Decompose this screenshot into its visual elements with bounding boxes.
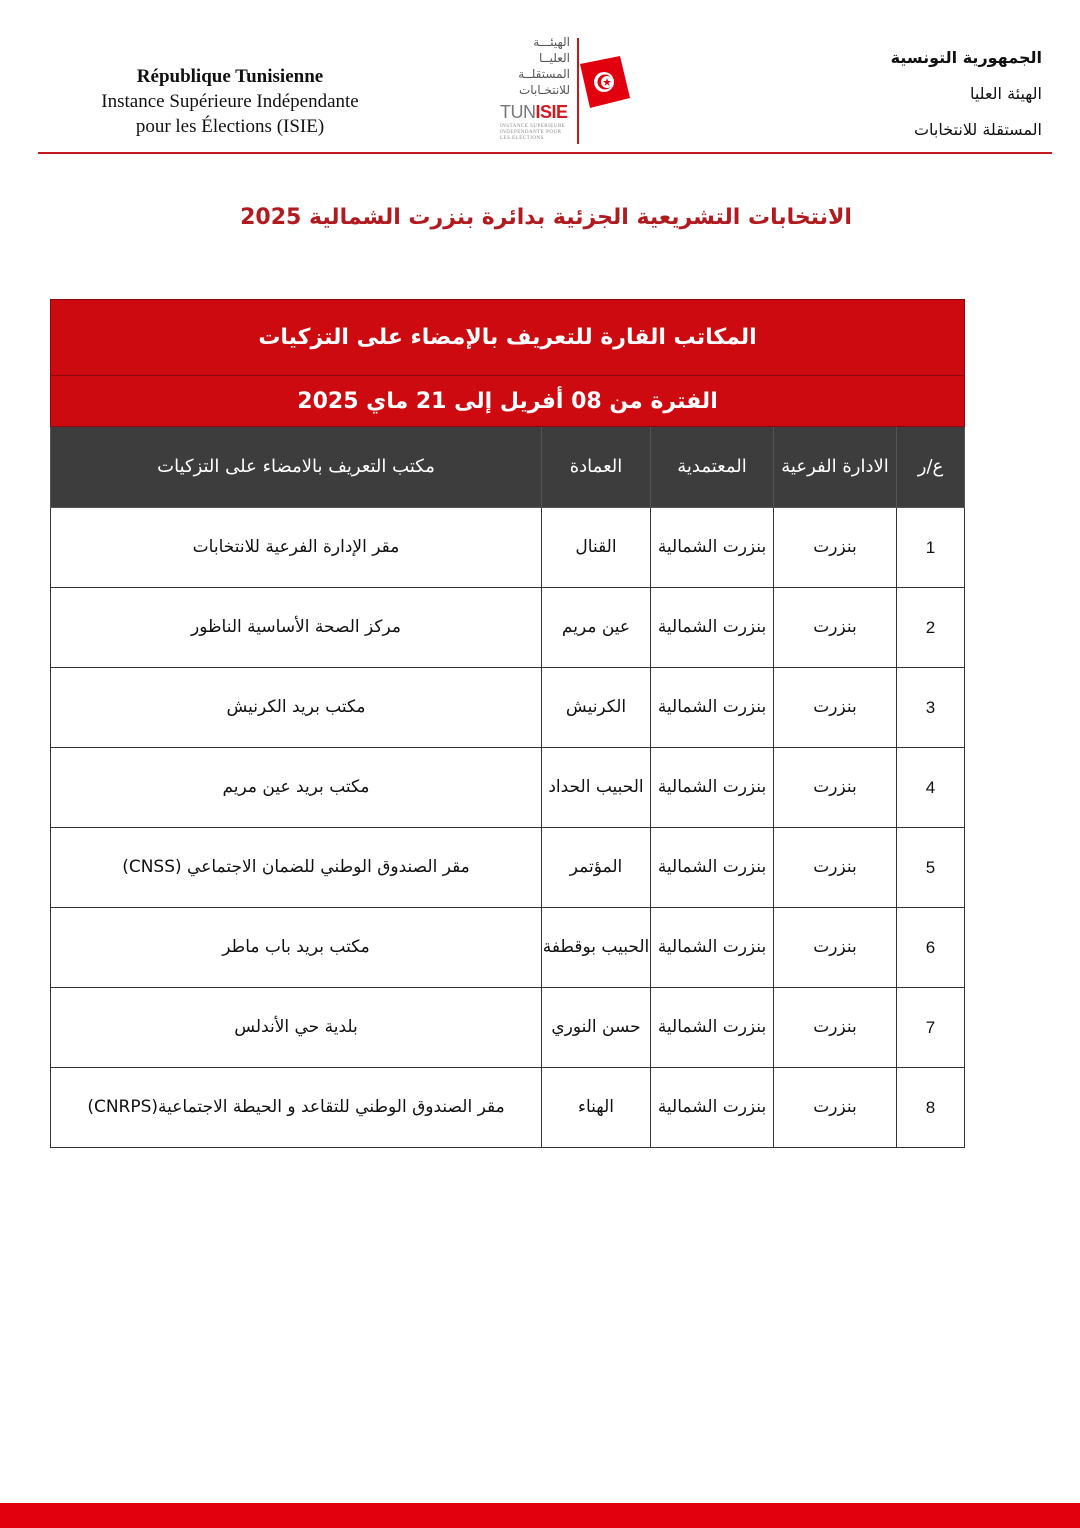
cell-admin: بنزرت bbox=[774, 908, 897, 988]
cell-delegation: بنزرت الشمالية bbox=[651, 1068, 774, 1148]
header-num: ع/ر bbox=[897, 427, 965, 508]
table-row bbox=[51, 508, 965, 588]
logo-arabic-text bbox=[500, 34, 570, 98]
cell-admin: بنزرت bbox=[774, 988, 897, 1068]
cell-sector: عين مريم bbox=[542, 588, 651, 668]
fr-header-line1: République Tunisienne bbox=[136, 66, 324, 87]
logo-brand-isie: ISIE bbox=[535, 102, 568, 122]
table-banner-title: المكاتب القارة للتعريف بالإمضاء على التزكيات bbox=[51, 300, 965, 376]
table-banner-period-row bbox=[51, 376, 965, 427]
logo-ar-line4: للانتخـابات bbox=[519, 83, 570, 97]
logo-ar-line3: المستقلــة bbox=[518, 67, 570, 81]
cell-num: 5 bbox=[897, 828, 965, 908]
table-row bbox=[51, 908, 965, 988]
table-row bbox=[51, 668, 965, 748]
table-banner-period: الفترة من 08 أفريل إلى 21 ماي 2025 bbox=[51, 376, 965, 427]
cell-num: 2 bbox=[897, 588, 965, 668]
cell-sector: الحبيب بوقطفة bbox=[542, 908, 651, 988]
cell-office: مكتب بريد باب ماطر bbox=[51, 908, 542, 988]
offices-table bbox=[50, 299, 965, 1148]
cell-delegation: بنزرت الشمالية bbox=[651, 508, 774, 588]
ar-header-line2: الهيئة العليا bbox=[969, 84, 1042, 103]
cell-office: مقر الصندوق الوطني للضمان الاجتماعي (CNSS) bbox=[51, 828, 542, 908]
cell-admin: بنزرت bbox=[774, 1068, 897, 1148]
table-row bbox=[51, 988, 965, 1068]
cell-sector: الكرنيش bbox=[542, 668, 651, 748]
document-title: الانتخابات التشريعية الجزئية بدائرة بنزرت الشمالية 2025 bbox=[240, 205, 852, 230]
isie-logo bbox=[498, 34, 638, 150]
table-row bbox=[51, 588, 965, 668]
logo-subtext: INSTANCE SUPERIEURE INDEPENDANTE POUR LES ELECTIONS bbox=[500, 124, 566, 141]
logo-ar-line1: الهيئـــة bbox=[533, 35, 570, 49]
french-header bbox=[60, 64, 400, 139]
cell-num: 7 bbox=[897, 988, 965, 1068]
cell-admin: بنزرت bbox=[774, 508, 897, 588]
header-divider bbox=[38, 152, 1052, 154]
fr-header-line2: Instance Supérieure Indépendante bbox=[101, 91, 359, 112]
cell-sector: الحبيب الحداد bbox=[542, 748, 651, 828]
cell-num: 8 bbox=[897, 1068, 965, 1148]
cell-delegation: بنزرت الشمالية bbox=[651, 828, 774, 908]
cell-office: مقر الصندوق الوطني للتقاعد و الحيطة الاجتماعية(CNRPS) bbox=[51, 1068, 542, 1148]
cell-office: مكتب بريد عين مريم bbox=[51, 748, 542, 828]
table-row bbox=[51, 1068, 965, 1148]
header-admin: الادارة الفرعية bbox=[774, 427, 897, 508]
cell-num: 4 bbox=[897, 748, 965, 828]
table-header-row bbox=[51, 427, 965, 508]
cell-office: مقر الإدارة الفرعية للانتخابات bbox=[51, 508, 542, 588]
ar-header-line1: الجمهورية التونسية bbox=[890, 48, 1042, 67]
cell-num: 6 bbox=[897, 908, 965, 988]
cell-sector: الهناء bbox=[542, 1068, 651, 1148]
footer-red-bar bbox=[0, 1503, 1080, 1528]
cell-num: 1 bbox=[897, 508, 965, 588]
fr-header-line3: pour les Élections (ISIE) bbox=[135, 116, 325, 137]
cell-admin: بنزرت bbox=[774, 668, 897, 748]
cell-admin: بنزرت bbox=[774, 588, 897, 668]
logo-brand bbox=[500, 102, 568, 123]
tunisian-flag-icon bbox=[574, 36, 634, 148]
cell-office: بلدية حي الأندلس bbox=[51, 988, 542, 1068]
logo-brand-tun: TUN bbox=[500, 102, 536, 122]
cell-sector: حسن النوري bbox=[542, 988, 651, 1068]
cell-sector: المؤتمر bbox=[542, 828, 651, 908]
cell-delegation: بنزرت الشمالية bbox=[651, 668, 774, 748]
table-row bbox=[51, 748, 965, 828]
cell-admin: بنزرت bbox=[774, 828, 897, 908]
cell-sector: القنال bbox=[542, 508, 651, 588]
table-banner-title-row bbox=[51, 300, 965, 376]
cell-office: مكتب بريد الكرنيش bbox=[51, 668, 542, 748]
header-office: مكتب التعريف بالامضاء على التزكيات bbox=[51, 427, 542, 508]
cell-office: مركز الصحة الأساسية الناظور bbox=[51, 588, 542, 668]
header-sector: العمادة bbox=[542, 427, 651, 508]
cell-delegation: بنزرت الشمالية bbox=[651, 988, 774, 1068]
cell-delegation: بنزرت الشمالية bbox=[651, 588, 774, 668]
logo-ar-line2: العليــا bbox=[538, 51, 570, 65]
cell-delegation: بنزرت الشمالية bbox=[651, 748, 774, 828]
cell-num: 3 bbox=[897, 668, 965, 748]
table-row bbox=[51, 828, 965, 908]
cell-delegation: بنزرت الشمالية bbox=[651, 908, 774, 988]
arabic-header bbox=[782, 40, 1042, 148]
ar-header-line3: المستقلة للانتخابات bbox=[913, 120, 1042, 139]
cell-admin: بنزرت bbox=[774, 748, 897, 828]
header-delegation: المعتمدية bbox=[651, 427, 774, 508]
